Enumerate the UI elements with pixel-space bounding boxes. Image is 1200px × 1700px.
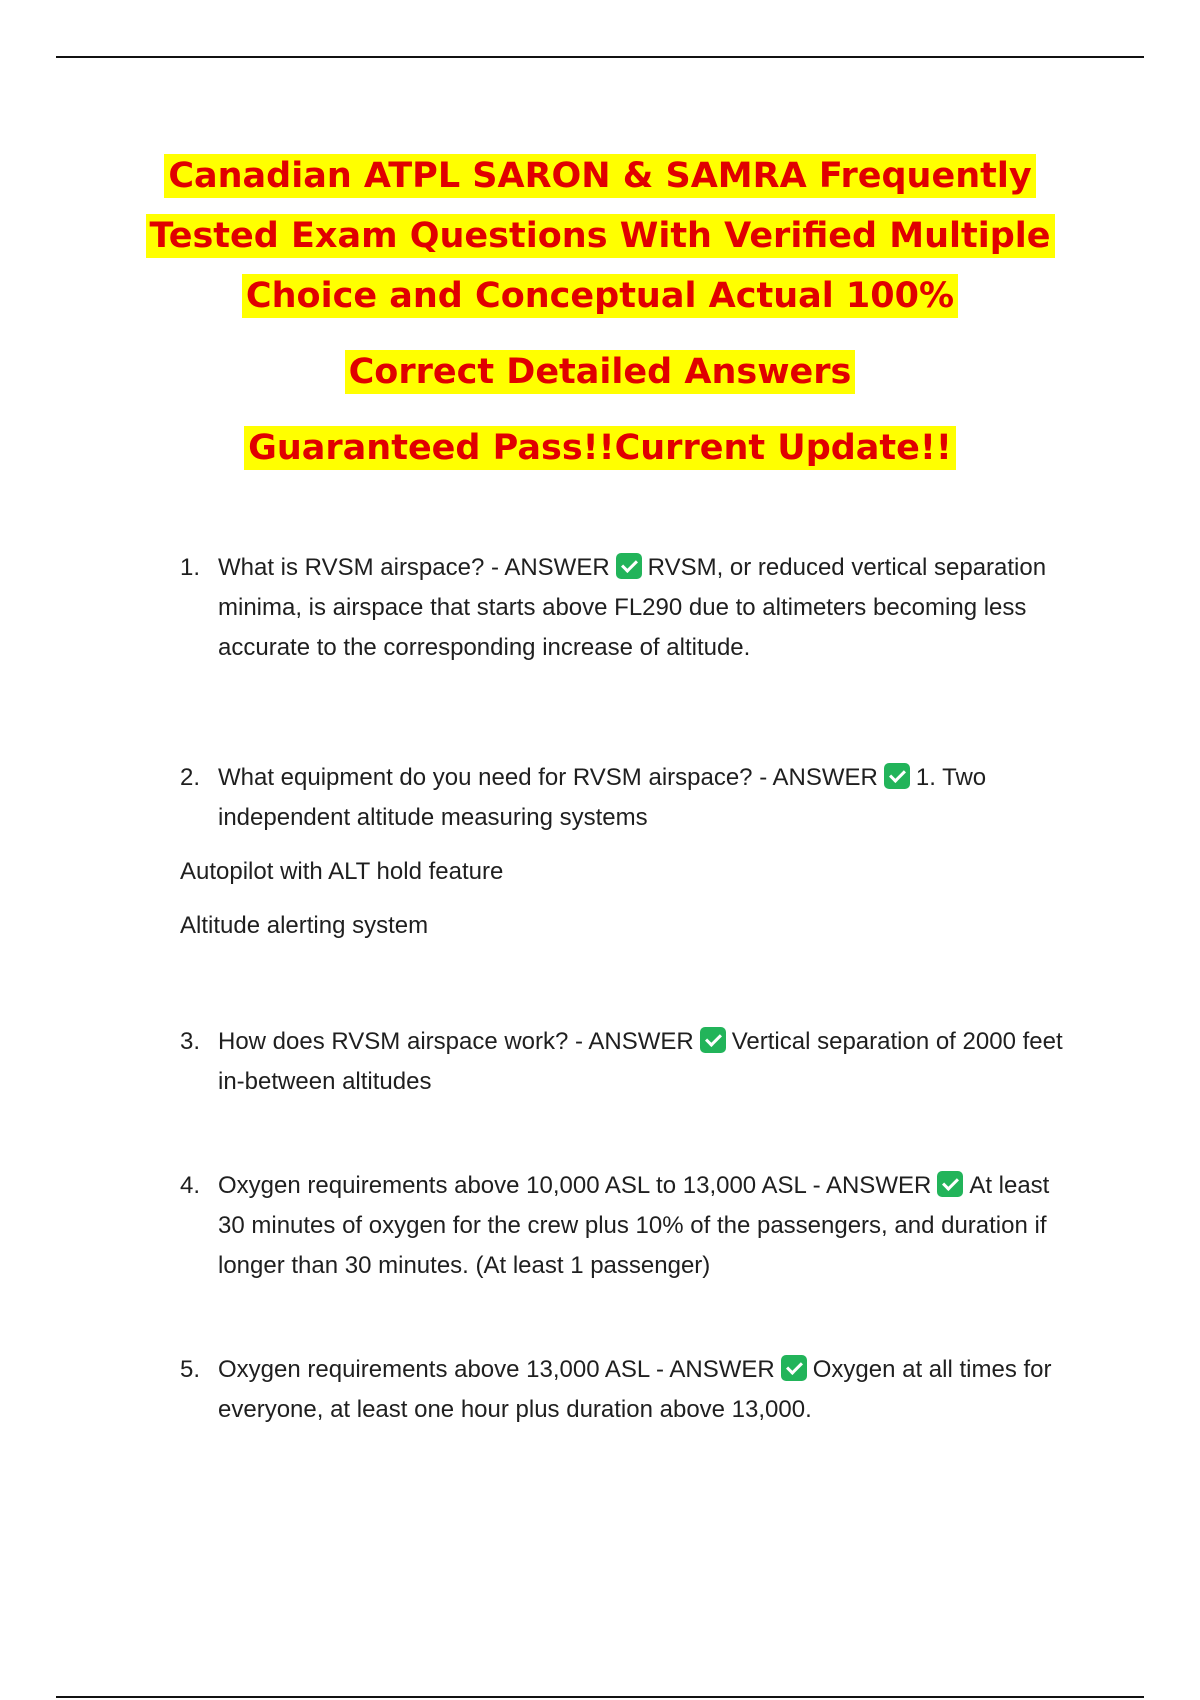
qa-item-5 bbox=[180, 1350, 1080, 1430]
answer-text: RVSM, or reduced vertical separation minima, is airspace that starts above FL290 due to altimeters becoming less accurate to the corresponding increase of altitude. bbox=[218, 554, 1047, 661]
check-box-icon bbox=[884, 763, 910, 789]
answer-text: At least 30 minutes of oxygen for the crew plus 10% of the passengers, and duration if longer than 30 minutes. (At least 1 passenger) bbox=[218, 1172, 1050, 1279]
check-box-icon bbox=[937, 1171, 963, 1197]
item-number: 5. bbox=[180, 1356, 201, 1383]
item-number: 2. bbox=[180, 764, 201, 791]
title-line-5: Guaranteed Pass!!Current Update!! bbox=[0, 418, 1200, 478]
title-line-2: Tested Exam Questions With Verified Multiple bbox=[0, 206, 1200, 266]
item-number: 3. bbox=[180, 1028, 201, 1055]
qa-item-4 bbox=[180, 1166, 1080, 1286]
title-line-4: Correct Detailed Answers bbox=[0, 342, 1200, 402]
qa-item-3 bbox=[180, 1022, 1080, 1102]
check-box-icon bbox=[616, 553, 642, 579]
qa-item-1 bbox=[180, 548, 1080, 668]
qa-item-2 bbox=[180, 758, 1080, 838]
question-text: Oxygen requirements above 10,000 ASL to 13,000 ASL - ANSWER bbox=[218, 1172, 932, 1199]
extra-line-autopilot: Autopilot with ALT hold feature bbox=[180, 858, 504, 885]
qa-list bbox=[180, 548, 1080, 1430]
check-box-icon bbox=[700, 1027, 726, 1053]
question-text: What is RVSM airspace? - ANSWER bbox=[218, 554, 610, 581]
answer-text: 1. Two independent altitude measuring systems bbox=[218, 764, 987, 831]
answer-text: Oxygen at all times for everyone, at least one hour plus duration above 13,000. bbox=[218, 1356, 1052, 1423]
answer-text: Vertical separation of 2000 feet in-between altitudes bbox=[218, 1028, 1063, 1095]
check-box-icon bbox=[781, 1355, 807, 1381]
question-text: What equipment do you need for RVSM airspace? - ANSWER bbox=[218, 764, 878, 791]
question-text: How does RVSM airspace work? - ANSWER bbox=[218, 1028, 694, 1055]
extra-line-altitude-alerting: Altitude alerting system bbox=[180, 912, 429, 939]
question-text: Oxygen requirements above 13,000 ASL - ANSWER bbox=[218, 1356, 775, 1383]
item-number: 4. bbox=[180, 1172, 201, 1199]
title-line-3: Choice and Conceptual Actual 100% bbox=[0, 266, 1200, 326]
top-rule bbox=[56, 56, 1144, 58]
title-line-1: Canadian ATPL SARON & SAMRA Frequently bbox=[0, 146, 1200, 206]
item-number: 1. bbox=[180, 554, 201, 581]
document-title bbox=[0, 146, 1200, 478]
bottom-rule bbox=[56, 1696, 1144, 1698]
